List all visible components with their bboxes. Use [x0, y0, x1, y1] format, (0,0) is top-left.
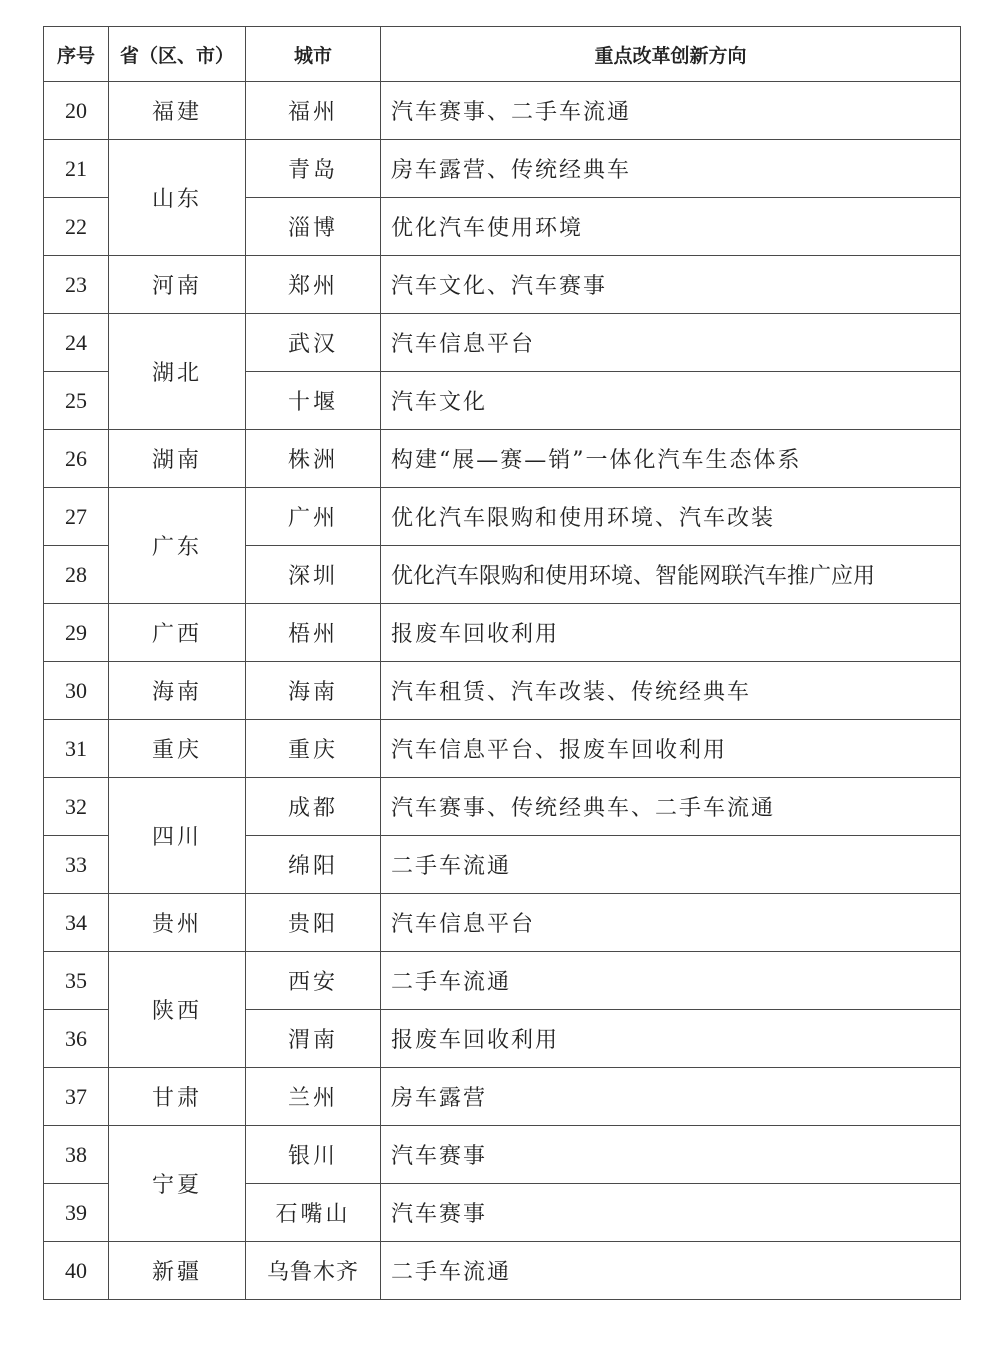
city-cell: 海南	[246, 662, 381, 720]
city-cell: 乌鲁木齐	[246, 1242, 381, 1300]
serial-number-cell: 32	[44, 778, 109, 836]
province-cell: 福建	[109, 82, 246, 140]
province-cell: 陕西	[109, 952, 246, 1068]
province-cell: 广西	[109, 604, 246, 662]
table-row	[44, 1242, 961, 1300]
serial-number-cell: 34	[44, 894, 109, 952]
reform-direction-cell: 汽车赛事、传统经典车、二手车流通	[381, 778, 961, 836]
reform-direction-cell: 汽车赛事	[381, 1184, 961, 1242]
table-row	[44, 140, 961, 198]
province-cell: 河南	[109, 256, 246, 314]
reform-direction-cell: 汽车信息平台	[381, 314, 961, 372]
city-cell: 兰州	[246, 1068, 381, 1126]
serial-number-cell: 38	[44, 1126, 109, 1184]
province-cell: 宁夏	[109, 1126, 246, 1242]
header-province: 省（区、市）	[109, 27, 246, 82]
table-row	[44, 314, 961, 372]
table-row	[44, 1068, 961, 1126]
table-body	[44, 82, 961, 1300]
table-row	[44, 256, 961, 314]
reform-direction-cell: 报废车回收利用	[381, 1010, 961, 1068]
serial-number-cell: 24	[44, 314, 109, 372]
serial-number-cell: 31	[44, 720, 109, 778]
province-cell: 贵州	[109, 894, 246, 952]
province-cell: 海南	[109, 662, 246, 720]
reform-direction-cell: 汽车信息平台、报废车回收利用	[381, 720, 961, 778]
city-cell: 石嘴山	[246, 1184, 381, 1242]
table-row	[44, 604, 961, 662]
province-cell: 重庆	[109, 720, 246, 778]
serial-number-cell: 28	[44, 546, 109, 604]
serial-number-cell: 21	[44, 140, 109, 198]
header-reform-direction: 重点改革创新方向	[381, 27, 961, 82]
reform-direction-cell: 优化汽车使用环境	[381, 198, 961, 256]
serial-number-cell: 36	[44, 1010, 109, 1068]
serial-number-cell: 33	[44, 836, 109, 894]
reform-direction-cell: 优化汽车限购和使用环境、智能网联汽车推广应用	[381, 546, 961, 604]
province-cell: 广东	[109, 488, 246, 604]
reform-direction-cell: 汽车租赁、汽车改装、传统经典车	[381, 662, 961, 720]
table-row	[44, 82, 961, 140]
table-row	[44, 662, 961, 720]
table-header-row	[44, 27, 961, 82]
header-serial-number: 序号	[44, 27, 109, 82]
city-cell: 郑州	[246, 256, 381, 314]
city-cell: 银川	[246, 1126, 381, 1184]
city-cell: 深圳	[246, 546, 381, 604]
serial-number-cell: 23	[44, 256, 109, 314]
header-city: 城市	[246, 27, 381, 82]
table-row	[44, 952, 961, 1010]
city-cell: 渭南	[246, 1010, 381, 1068]
reform-direction-cell: 汽车信息平台	[381, 894, 961, 952]
reform-direction-cell: 汽车文化、汽车赛事	[381, 256, 961, 314]
reform-direction-cell: 二手车流通	[381, 1242, 961, 1300]
province-cell: 甘肃	[109, 1068, 246, 1126]
reform-table	[43, 26, 961, 1300]
city-cell: 株洲	[246, 430, 381, 488]
serial-number-cell: 25	[44, 372, 109, 430]
city-cell: 绵阳	[246, 836, 381, 894]
reform-direction-cell: 汽车赛事	[381, 1126, 961, 1184]
serial-number-cell: 40	[44, 1242, 109, 1300]
province-cell: 四川	[109, 778, 246, 894]
reform-direction-cell: 汽车赛事、二手车流通	[381, 82, 961, 140]
reform-direction-cell: 二手车流通	[381, 952, 961, 1010]
reform-direction-cell: 房车露营、传统经典车	[381, 140, 961, 198]
serial-number-cell: 39	[44, 1184, 109, 1242]
province-cell: 新疆	[109, 1242, 246, 1300]
city-cell: 十堰	[246, 372, 381, 430]
reform-direction-cell: 优化汽车限购和使用环境、汽车改装	[381, 488, 961, 546]
serial-number-cell: 26	[44, 430, 109, 488]
serial-number-cell: 37	[44, 1068, 109, 1126]
reform-direction-cell: 报废车回收利用	[381, 604, 961, 662]
table-row	[44, 430, 961, 488]
table-row	[44, 778, 961, 836]
serial-number-cell: 27	[44, 488, 109, 546]
serial-number-cell: 20	[44, 82, 109, 140]
province-cell: 湖南	[109, 430, 246, 488]
table-row	[44, 1126, 961, 1184]
serial-number-cell: 29	[44, 604, 109, 662]
reform-direction-cell: 房车露营	[381, 1068, 961, 1126]
serial-number-cell: 35	[44, 952, 109, 1010]
province-cell: 湖北	[109, 314, 246, 430]
reform-direction-cell: 汽车文化	[381, 372, 961, 430]
city-cell: 青岛	[246, 140, 381, 198]
serial-number-cell: 22	[44, 198, 109, 256]
city-cell: 福州	[246, 82, 381, 140]
reform-direction-cell: 二手车流通	[381, 836, 961, 894]
city-cell: 成都	[246, 778, 381, 836]
province-cell: 山东	[109, 140, 246, 256]
city-cell: 梧州	[246, 604, 381, 662]
city-cell: 武汉	[246, 314, 381, 372]
table-row	[44, 894, 961, 952]
table-row	[44, 720, 961, 778]
table-row	[44, 488, 961, 546]
city-cell: 淄博	[246, 198, 381, 256]
city-cell: 贵阳	[246, 894, 381, 952]
serial-number-cell: 30	[44, 662, 109, 720]
city-cell: 广州	[246, 488, 381, 546]
city-cell: 重庆	[246, 720, 381, 778]
reform-direction-cell: 构建“展—赛—销”一体化汽车生态体系	[381, 430, 961, 488]
city-cell: 西安	[246, 952, 381, 1010]
